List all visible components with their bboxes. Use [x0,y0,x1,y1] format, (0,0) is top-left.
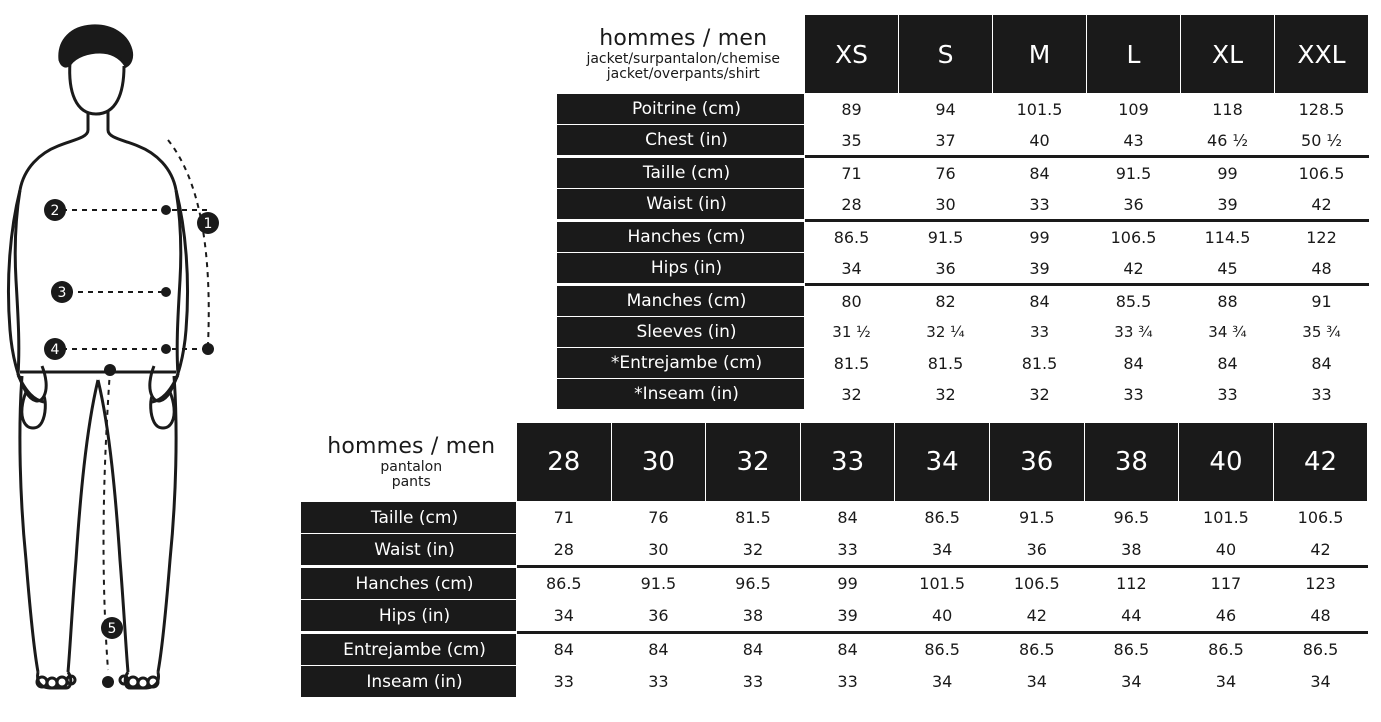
cell: 32 [805,379,899,410]
row-label: Hips (in) [557,253,805,285]
cell: 88 [1181,285,1275,317]
cell: 34 [989,666,1084,698]
body-measurement-figure [0,0,300,718]
table-row [301,502,1368,534]
row-label: Taille (cm) [557,157,805,189]
cell: 42 [989,600,1084,633]
column-header-m: M [993,15,1087,94]
cell: 34 [517,600,612,633]
cell: 99 [1181,157,1275,189]
cell: 81.5 [993,348,1087,379]
corner-subtitle-fr: pantalon [380,458,443,475]
svg-text:3: 3 [57,285,67,301]
table-row [301,633,1368,666]
cell: 106.5 [1087,221,1181,253]
table-row [301,666,1368,698]
table-header-row [557,15,1369,94]
cell: 117 [1179,567,1274,600]
cell: 84 [993,285,1087,317]
cell: 84 [706,633,801,666]
cell: 101.5 [895,567,990,600]
column-header-32: 32 [706,423,801,502]
row-label: Manches (cm) [557,285,805,317]
column-header-28: 28 [517,423,612,502]
column-header-40: 40 [1179,423,1274,502]
cell: 86.5 [1273,633,1368,666]
cell: 91 [1275,285,1369,317]
cell: 84 [1087,348,1181,379]
row-label: Sleeves (in) [557,317,805,348]
table-row [557,348,1369,379]
cell: 112 [1084,567,1179,600]
cell: 96.5 [706,567,801,600]
cell: 31 ½ [805,317,899,348]
corner-title: hommes / men [327,433,496,459]
cell: 46 ½ [1181,125,1275,157]
cell: 99 [800,567,895,600]
cell: 32 [993,379,1087,410]
cell: 94 [899,94,993,125]
cell: 109 [1087,94,1181,125]
cell: 106.5 [1275,157,1369,189]
cell: 34 [895,666,990,698]
cell: 76 [899,157,993,189]
cell: 45 [1181,253,1275,285]
row-label: Poitrine (cm) [557,94,805,125]
cell: 48 [1275,253,1369,285]
cell: 33 [706,666,801,698]
cell: 84 [993,157,1087,189]
cell: 76 [611,502,706,534]
svg-text:5: 5 [107,621,117,637]
cell: 38 [706,600,801,633]
cell: 33 [993,189,1087,221]
column-header-38: 38 [1084,423,1179,502]
cell: 84 [1181,348,1275,379]
column-header-33: 33 [800,423,895,502]
table-header-row [301,423,1368,502]
cell: 39 [1181,189,1275,221]
cell: 84 [800,502,895,534]
cell: 39 [993,253,1087,285]
cell: 33 ¾ [1087,317,1181,348]
cell: 118 [1181,94,1275,125]
cell: 91.5 [611,567,706,600]
cell: 33 [1275,379,1369,410]
cell: 34 [1273,666,1368,698]
cell: 86.5 [517,567,612,600]
cell: 86.5 [805,221,899,253]
cell: 99 [993,221,1087,253]
table-row [557,285,1369,317]
column-header-s: S [899,15,993,94]
cell: 85.5 [1087,285,1181,317]
svg-text:2: 2 [50,203,60,219]
column-header-42: 42 [1273,423,1368,502]
cell: 33 [611,666,706,698]
table-row [557,94,1369,125]
cell: 86.5 [1084,633,1179,666]
row-label: Entrejambe (cm) [301,633,517,666]
cell: 91.5 [1087,157,1181,189]
table-row [557,157,1369,189]
column-header-30: 30 [611,423,706,502]
cell: 89 [805,94,899,125]
cell: 91.5 [989,502,1084,534]
table-row [301,600,1368,633]
cell: 86.5 [895,502,990,534]
cell: 106.5 [1273,502,1368,534]
corner-subtitle-fr: jacket/surpantalon/chemise [586,50,781,67]
cell: 36 [989,534,1084,567]
table-row [557,125,1369,157]
cell: 71 [517,502,612,534]
cell: 96.5 [1084,502,1179,534]
cell: 81.5 [805,348,899,379]
cell: 30 [899,189,993,221]
column-header-36: 36 [989,423,1084,502]
cell: 39 [800,600,895,633]
cell: 42 [1275,189,1369,221]
cell: 123 [1273,567,1368,600]
column-header-xs: XS [805,15,899,94]
row-label: Waist (in) [301,534,517,567]
svg-text:1: 1 [203,216,213,232]
cell: 114.5 [1181,221,1275,253]
cell: 33 [517,666,612,698]
row-label: *Entrejambe (cm) [557,348,805,379]
cell: 34 ¾ [1181,317,1275,348]
cell: 46 [1179,600,1274,633]
cell: 37 [899,125,993,157]
table-row [557,317,1369,348]
cell: 33 [1087,379,1181,410]
table-corner-label [301,423,517,502]
cell: 86.5 [895,633,990,666]
cell: 42 [1087,253,1181,285]
cell: 128.5 [1275,94,1369,125]
cell: 86.5 [989,633,1084,666]
cell: 40 [895,600,990,633]
cell: 101.5 [1179,502,1274,534]
cell: 33 [1181,379,1275,410]
cell: 36 [1087,189,1181,221]
cell: 44 [1084,600,1179,633]
cell: 81.5 [899,348,993,379]
table-corner-label [557,15,805,94]
cell: 101.5 [993,94,1087,125]
cell: 84 [611,633,706,666]
cell: 28 [517,534,612,567]
cell: 84 [517,633,612,666]
cell: 34 [805,253,899,285]
table-row [301,567,1368,600]
row-label: Hanches (cm) [301,567,517,600]
size-table-men-pants [300,422,1368,698]
cell: 71 [805,157,899,189]
cell: 33 [800,666,895,698]
row-label: Hanches (cm) [557,221,805,253]
corner-subtitle-en: pants [391,473,431,490]
male-body-outline [0,0,300,718]
cell: 80 [805,285,899,317]
cell: 36 [899,253,993,285]
cell: 43 [1087,125,1181,157]
table-row [557,253,1369,285]
row-label: Inseam (in) [301,666,517,698]
cell: 33 [800,534,895,567]
cell: 36 [611,600,706,633]
callout-markers [44,199,219,639]
cell: 50 ½ [1275,125,1369,157]
corner-title: hommes / men [599,25,768,51]
cell: 38 [1084,534,1179,567]
cell: 35 [805,125,899,157]
cell: 106.5 [989,567,1084,600]
cell: 91.5 [899,221,993,253]
row-label: Taille (cm) [301,502,517,534]
row-label: *Inseam (in) [557,379,805,410]
svg-text:4: 4 [50,342,60,358]
column-header-34: 34 [895,423,990,502]
size-table-men-top [556,14,1369,410]
cell: 34 [1084,666,1179,698]
row-label: Chest (in) [557,125,805,157]
cell: 42 [1273,534,1368,567]
column-header-xl: XL [1181,15,1275,94]
row-label: Waist (in) [557,189,805,221]
cell: 122 [1275,221,1369,253]
cell: 30 [611,534,706,567]
table-row [301,534,1368,567]
cell: 84 [1275,348,1369,379]
column-header-xxl: XXL [1275,15,1369,94]
cell: 86.5 [1179,633,1274,666]
cell: 28 [805,189,899,221]
cell: 82 [899,285,993,317]
table-row [557,189,1369,221]
cell: 32 ¼ [899,317,993,348]
corner-subtitle-en: jacket/overpants/shirt [606,65,760,82]
cell: 35 ¾ [1275,317,1369,348]
row-label: Hips (in) [301,600,517,633]
cell: 32 [706,534,801,567]
cell: 81.5 [706,502,801,534]
cell: 33 [993,317,1087,348]
cell: 48 [1273,600,1368,633]
cell: 32 [899,379,993,410]
column-header-l: L [1087,15,1181,94]
cell: 84 [800,633,895,666]
cell: 34 [1179,666,1274,698]
cell: 40 [993,125,1087,157]
table-row [557,379,1369,410]
cell: 40 [1179,534,1274,567]
table-row [557,221,1369,253]
cell: 34 [895,534,990,567]
